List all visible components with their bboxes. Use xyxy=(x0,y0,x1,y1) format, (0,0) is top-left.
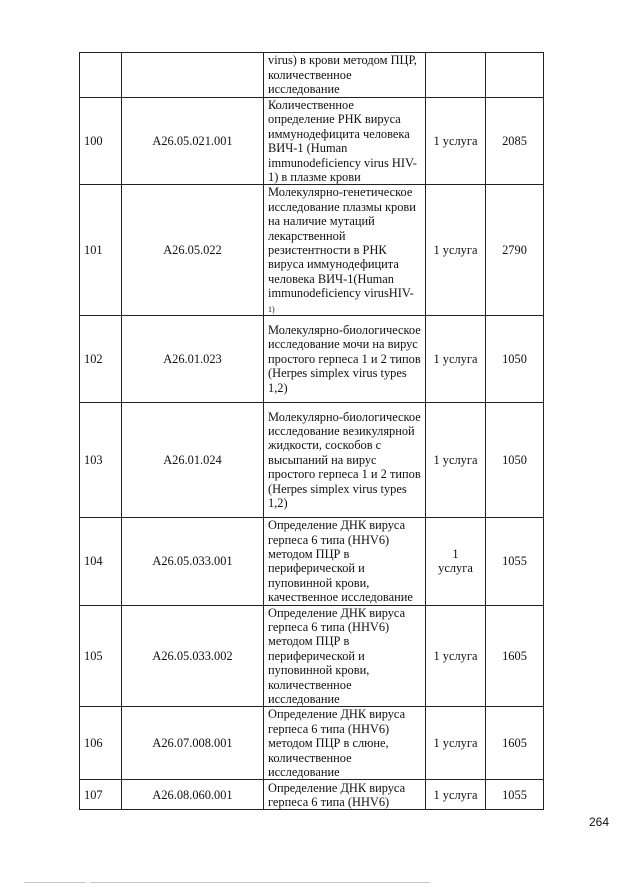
price-list-table xyxy=(79,52,544,810)
row-number: 100 xyxy=(80,98,122,185)
page-number: 264 xyxy=(589,815,610,829)
service-unit: 1 услуга xyxy=(426,780,486,810)
service-unit: 1 услуга xyxy=(426,185,486,316)
service-price: 2790 xyxy=(486,185,544,316)
service-unit: 1 услуга xyxy=(426,403,486,518)
service-code: A26.05.033.001 xyxy=(122,518,264,605)
service-price: 2085 xyxy=(486,98,544,185)
service-unit: 1 услуга xyxy=(426,707,486,780)
service-name: Молекулярно-биологическое исследование мочи на вирус простого герпеса 1 и 2 типов (Herpes simplex virus types 1,2) xyxy=(264,316,426,403)
service-name: Определение ДНК вируса герпеса 6 типа (HHV6) методом ПЦР в слюне, количественное исследование xyxy=(264,707,426,780)
table-row xyxy=(80,518,544,605)
table-row xyxy=(80,707,544,780)
table-row xyxy=(80,403,544,518)
table-row xyxy=(80,316,544,403)
service-price: 1050 xyxy=(486,403,544,518)
service-code: A26.01.023 xyxy=(122,316,264,403)
service-name-cell xyxy=(264,185,426,316)
service-price xyxy=(486,53,544,98)
table-row xyxy=(80,185,544,316)
table-row xyxy=(80,605,544,707)
service-code: A26.07.008.001 xyxy=(122,707,264,780)
table-row xyxy=(80,98,544,185)
row-number: 106 xyxy=(80,707,122,780)
row-number xyxy=(80,53,122,98)
service-name: Количественное определение РНК вируса иммунодефицита человека ВИЧ-1 (Human immunodeficiency virus HIV-1) в плазме крови xyxy=(264,98,426,185)
service-unit: 1 услуга xyxy=(426,98,486,185)
service-name: virus) в крови методом ПЦР, количественное исследование xyxy=(264,53,426,98)
service-name: Определение ДНК вируса герпеса 6 типа (HHV6) xyxy=(264,780,426,810)
service-price: 1605 xyxy=(486,707,544,780)
service-code: A26.05.022 xyxy=(122,185,264,316)
table-row xyxy=(80,780,544,810)
row-number: 104 xyxy=(80,518,122,605)
service-code: A26.05.021.001 xyxy=(122,98,264,185)
row-number: 107 xyxy=(80,780,122,810)
service-unit-label: услуга xyxy=(438,561,473,576)
service-unit-count: 1 xyxy=(452,546,459,561)
service-name: Определение ДНК вируса герпеса 6 типа (HHV6) методом ПЦР в периферической и пуповинной крови, количественное исследование xyxy=(264,605,426,707)
service-code: A26.08.060.001 xyxy=(122,780,264,810)
service-unit xyxy=(426,53,486,98)
row-number: 105 xyxy=(80,605,122,707)
row-number: 101 xyxy=(80,185,122,316)
service-unit: 1 услуга xyxy=(426,316,486,403)
row-number: 103 xyxy=(80,403,122,518)
table-row xyxy=(80,53,544,98)
service-code: A26.05.033.002 xyxy=(122,605,264,707)
row-number: 102 xyxy=(80,316,122,403)
service-name: Молекулярно-генетическое исследование плазмы крови на наличие мутаций лекарственной резистентности в РНК вируса иммунодефицита человека ВИЧ-1(Human immunodeficiency virusHIV- xyxy=(268,185,416,301)
service-price: 1055 xyxy=(486,780,544,810)
service-name: Молекулярно-биологическое исследование везикулярной жидкости, соскобов с высыпаний на вирус простого герпеса 1 и 2 типов (Herpes simplex virus types 1,2) xyxy=(264,403,426,518)
footer-rule-right xyxy=(90,882,430,883)
service-unit-cell xyxy=(426,518,486,605)
service-code: A26.01.024 xyxy=(122,403,264,518)
service-price: 1055 xyxy=(486,518,544,605)
service-name-tail: 1) xyxy=(268,304,275,314)
service-name: Определение ДНК вируса герпеса 6 типа (HHV6) методом ПЦР в периферической и пуповинной крови, качественное исследование xyxy=(264,518,426,605)
footer-rule-left xyxy=(24,882,86,883)
service-price: 1605 xyxy=(486,605,544,707)
service-price: 1050 xyxy=(486,316,544,403)
service-unit: 1 услуга xyxy=(426,605,486,707)
service-code xyxy=(122,53,264,98)
